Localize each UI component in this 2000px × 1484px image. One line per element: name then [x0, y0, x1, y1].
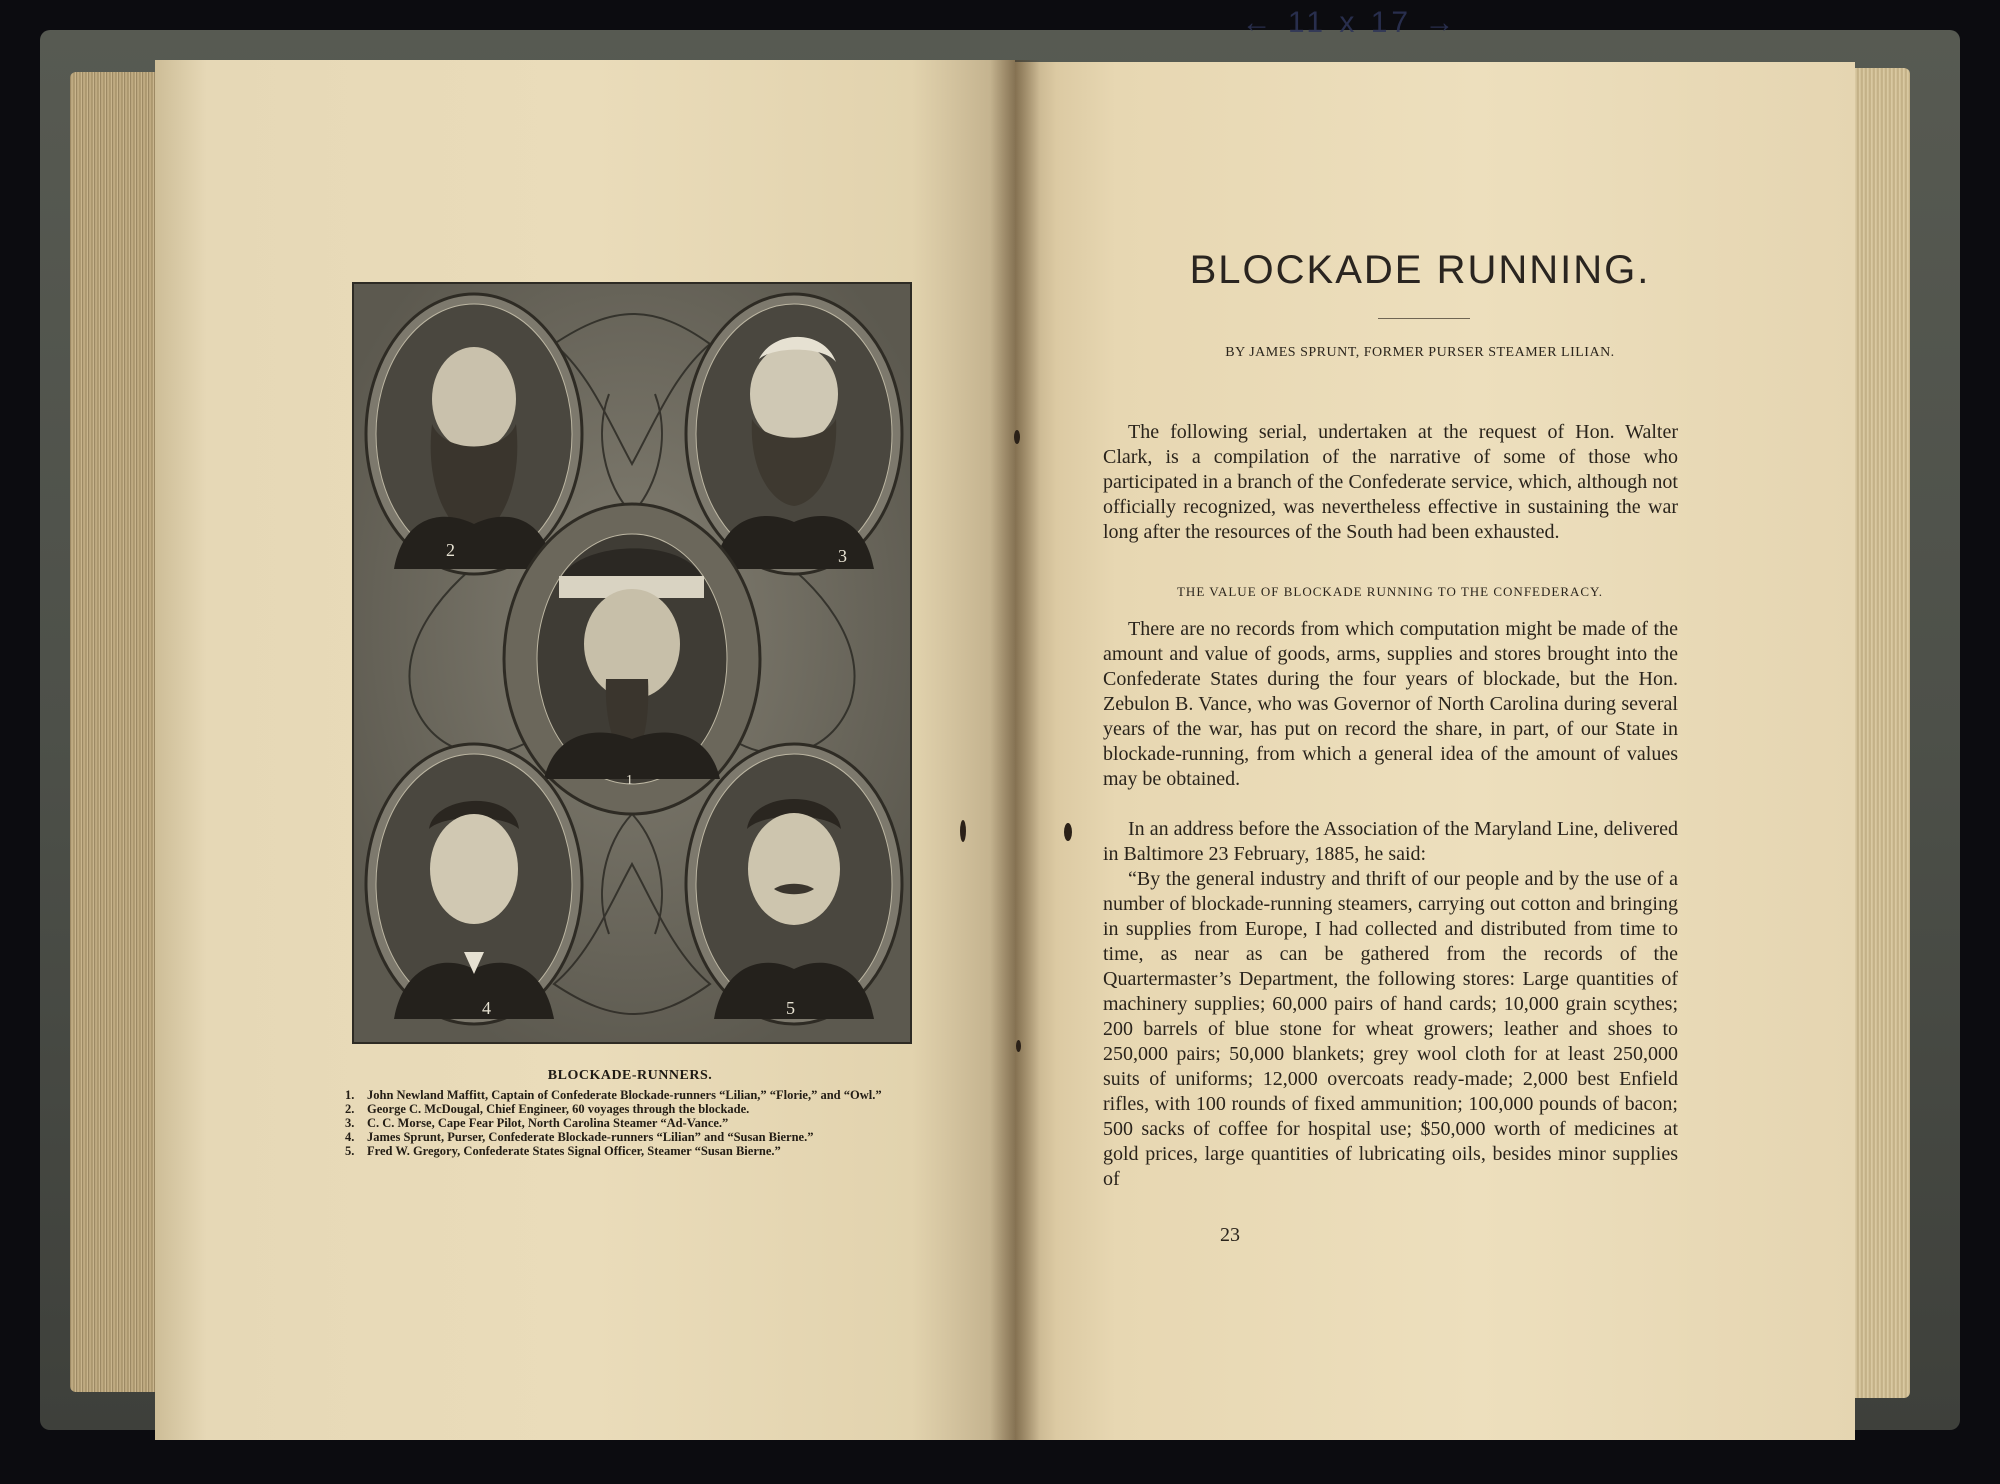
page-blemish	[960, 820, 966, 842]
chapter-byline: BY JAMES SPRUNT, FORMER PURSER STEAMER LILIAN.	[1225, 345, 1615, 360]
paragraph-quote: “By the general industry and thrift of our people and by the use of a number of blockade-running steamers, carrying out cotton and bringing in supplies from Europe, I had collected and distributed from time to time, as near as can be gathered from the records of the Quartermaster’s Department, the following stores: Large quantities of machinery supplies; 60,000 pairs of hand cards; 10,000 grain scythes; 200 barrels of blue stone for wheat growers; leather and shoes to 250,000 pairs; 50,000 blankets; grey wool cloth for at least 250,000 suits of uniforms; 12,000 overcoats ready-made; 2,000 best Enfield rifles, with 100 rounds of fixed ammunition; 100,000 pounds of bacon; 500 sacks of coffee for hospital use; $50,000 worth of medicines at gold prices, large quantities of lubricating oils, besides minor supplies of	[1103, 868, 1678, 1190]
left-arrow-icon: ←	[1241, 6, 1276, 39]
caption-item	[345, 1088, 905, 1102]
paragraph-intro: The following serial, undertaken at the request of Hon. Walter Clark, is a compilation of the narrative of some of those who participated in a branch of the Confederate service, which, although not officially recognized, was nevertheless effective in sustaining the war long after the resources of the South had been exhausted.	[1103, 421, 1678, 543]
caption-item-text: James Sprunt, Purser, Confederate Blockade-runners “Lilian” and “Susan Bierne.”	[367, 1130, 814, 1144]
page-blemish	[1064, 823, 1072, 841]
caption-item-number: 2.	[345, 1102, 355, 1116]
portrait-3-number: 3	[838, 546, 847, 566]
portrait-2	[366, 294, 582, 574]
portrait-plate	[352, 282, 912, 1044]
caption-item	[345, 1116, 905, 1130]
caption-item-number: 4.	[345, 1130, 355, 1144]
title-rule	[1378, 318, 1470, 319]
photo-size-label	[1180, 6, 1520, 46]
caption-item-number: 1.	[345, 1088, 355, 1102]
book-gutter	[990, 60, 1040, 1440]
paragraph-address: In an address before the Association of the Maryland Line, delivered in Baltimore 23 February, 1885, he said:	[1103, 818, 1678, 865]
portrait-1	[504, 504, 760, 814]
caption-item-text: Fred W. Gregory, Confederate States Signal Officer, Steamer “Susan Bierne.”	[367, 1144, 781, 1158]
page-blemish	[1014, 430, 1020, 444]
right-arrow-icon: →	[1424, 6, 1459, 39]
paragraph-records: There are no records from which computation might be made of the amount and value of goods, arms, supplies and stores brought into the Confederate States during the four years of blockade, but the Hon. Zebulon B. Vance, who was Governor of North Carolina during several years of the war, has put on record the share, in part, of our State in blockade-running, from which a general idea of the amount of values may be obtained.	[1103, 618, 1678, 790]
page-number: 23	[1220, 1224, 1240, 1246]
caption-item-text: George C. McDougal, Chief Engineer, 60 voyages through the blockade.	[367, 1102, 750, 1116]
photo-size-text: 11 x 17	[1287, 6, 1413, 39]
caption-item	[345, 1102, 905, 1116]
portrait-5	[686, 744, 902, 1024]
caption-item-number: 5.	[345, 1144, 355, 1158]
caption-item	[345, 1144, 905, 1158]
section-heading: THE VALUE OF BLOCKADE RUNNING TO THE CONFEDERACY.	[1176, 584, 1604, 599]
portrait-3	[686, 294, 902, 574]
chapter-title: BLOCKADE RUNNING.	[1189, 248, 1651, 292]
portrait-1-number: 1	[626, 773, 633, 788]
portrait-5-number: 5	[786, 998, 795, 1018]
portrait-2-number: 2	[446, 540, 455, 560]
plate-caption-list	[345, 1088, 905, 1158]
portrait-4	[366, 744, 582, 1024]
caption-item-text: John Newland Maffitt, Captain of Confederate Blockade-runners “Lilian,” “Florie,” and “Owl.”	[367, 1088, 882, 1102]
portrait-4-number: 4	[482, 998, 491, 1018]
caption-item-number: 3.	[345, 1116, 355, 1130]
portrait-plate-graphic	[354, 284, 910, 1042]
caption-item	[345, 1130, 905, 1144]
page-blemish	[1016, 1040, 1021, 1052]
caption-item-text: C. C. Morse, Cape Fear Pilot, North Carolina Steamer “Ad-Vance.”	[367, 1116, 729, 1130]
plate-caption-title: BLOCKADE-RUNNERS.	[547, 1068, 713, 1083]
